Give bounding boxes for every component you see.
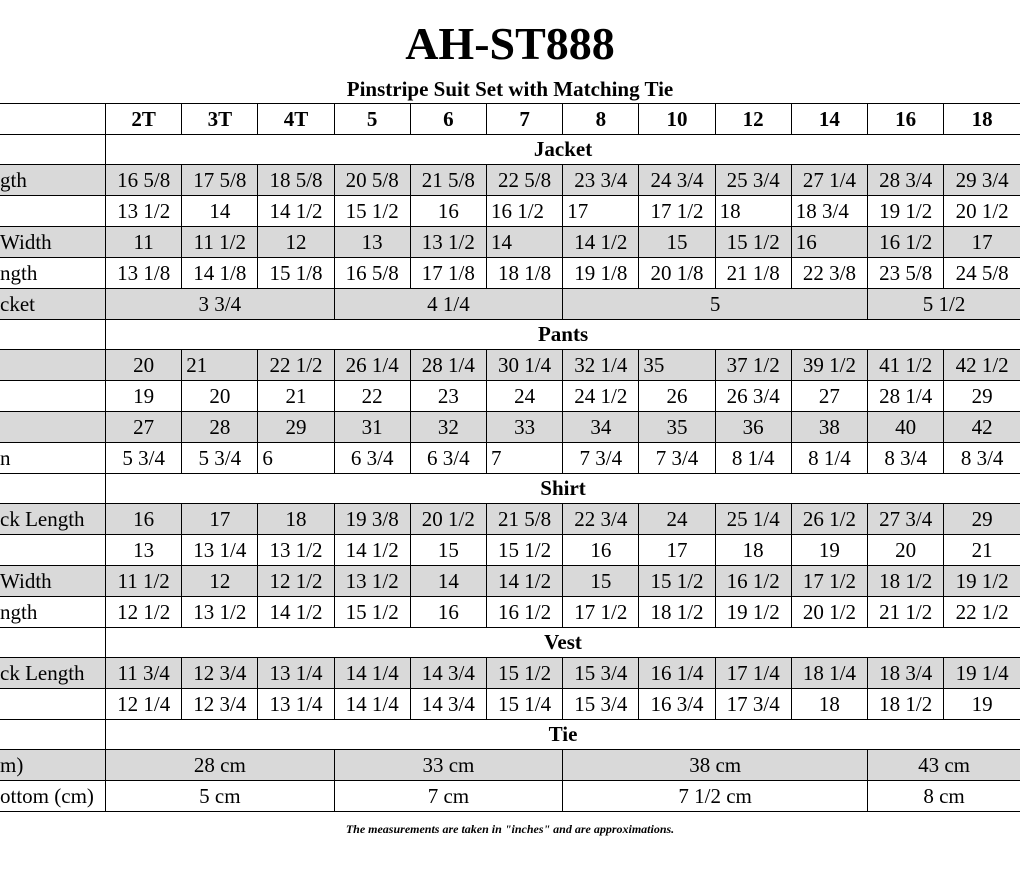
size-cell: 20: [868, 535, 944, 566]
size-cell: 19 1/2: [944, 566, 1020, 597]
size-cell: 15 3/4: [563, 658, 639, 689]
section-label-spacer: [0, 720, 106, 750]
size-cell: 18 1/2: [639, 597, 715, 628]
size-cell: 16 5/8: [106, 165, 182, 196]
row-label-text: ngth: [0, 599, 38, 624]
row-label-text: gth: [0, 167, 27, 192]
size-cell: 6: [258, 443, 334, 474]
size-cell: 12 1/4: [106, 689, 182, 720]
row-label: [0, 750, 106, 781]
size-cell: 23: [410, 381, 486, 412]
product-subtitle: Pinstripe Suit Set with Matching Tie: [346, 77, 674, 101]
row-label: [0, 566, 106, 597]
size-cell: 18 1/2: [868, 689, 944, 720]
size-cell: 12 3/4: [182, 689, 258, 720]
size-cell: 27 1/4: [791, 165, 867, 196]
size-cell: 11 1/2: [106, 566, 182, 597]
size-cell: 13 1/2: [410, 227, 486, 258]
size-cell: 16 1/2: [486, 597, 562, 628]
size-cell: 27 3/4: [868, 504, 944, 535]
size-cell: 24 1/2: [563, 381, 639, 412]
size-cell: 14 1/4: [334, 658, 410, 689]
size-cell: 5 3/4: [106, 443, 182, 474]
size-cell: 12 1/2: [106, 597, 182, 628]
row-label-text: m): [0, 752, 24, 777]
size-cell: 15 1/2: [486, 535, 562, 566]
table-row: [0, 381, 1020, 412]
size-header-cell: 5: [334, 104, 410, 135]
size-cell: 39 1/2: [791, 350, 867, 381]
size-header-cell: 12: [715, 104, 791, 135]
size-cell: 15 1/2: [715, 227, 791, 258]
section-label-spacer: [0, 474, 106, 504]
size-cell: 6 3/4: [410, 443, 486, 474]
size-cell: 26 1/4: [334, 350, 410, 381]
size-cell: 28 3/4: [868, 165, 944, 196]
section-title: Pants: [106, 320, 1020, 350]
grouped-size-cell: 7 cm: [334, 781, 563, 812]
size-cell: 19 3/8: [334, 504, 410, 535]
size-cell: 12 3/4: [182, 658, 258, 689]
size-cell: 24 3/4: [639, 165, 715, 196]
table-row: [0, 350, 1020, 381]
size-cell: 24: [639, 504, 715, 535]
size-cell: 12: [258, 227, 334, 258]
size-header-cell: 2T: [106, 104, 182, 135]
size-cell: 16 1/2: [486, 196, 562, 227]
header-label-spacer: [0, 104, 106, 135]
product-code-title: AH-ST888: [405, 18, 615, 69]
grouped-size-cell: 5 1/2: [868, 289, 1020, 320]
size-cell: 22 5/8: [486, 165, 562, 196]
size-cell: 8 3/4: [868, 443, 944, 474]
size-cell: 34: [563, 412, 639, 443]
grouped-size-cell: 4 1/4: [334, 289, 563, 320]
row-label-text: Width: [0, 229, 52, 254]
size-cell: 21: [182, 350, 258, 381]
size-cell: 12: [182, 566, 258, 597]
table-row: [0, 258, 1020, 289]
size-cell: 20 1/2: [944, 196, 1020, 227]
grouped-size-cell: 43 cm: [868, 750, 1020, 781]
size-cell: 18: [258, 504, 334, 535]
size-cell: 18 1/2: [868, 566, 944, 597]
size-cell: 29: [258, 412, 334, 443]
size-cell: 36: [715, 412, 791, 443]
size-cell: 21 5/8: [486, 504, 562, 535]
size-cell: 14 3/4: [410, 689, 486, 720]
row-label-text: Width: [0, 568, 52, 593]
size-cell: 14 1/8: [182, 258, 258, 289]
table-row: [0, 689, 1020, 720]
size-cell: 7 3/4: [563, 443, 639, 474]
section-label-spacer: [0, 628, 106, 658]
size-cell: 8 1/4: [715, 443, 791, 474]
size-cell: 20: [106, 350, 182, 381]
size-cell: 29: [944, 381, 1020, 412]
size-cell: 19 1/2: [715, 597, 791, 628]
size-cell: 18 3/4: [868, 658, 944, 689]
size-cell: 5 3/4: [182, 443, 258, 474]
table-row: [0, 227, 1020, 258]
size-cell: 20: [182, 381, 258, 412]
size-cell: 15 1/2: [639, 566, 715, 597]
size-cell: 35: [639, 412, 715, 443]
table-row: [0, 750, 1020, 781]
grouped-size-cell: 8 cm: [868, 781, 1020, 812]
size-cell: 17 5/8: [182, 165, 258, 196]
size-cell: 20 1/8: [639, 258, 715, 289]
size-cell: 19: [791, 535, 867, 566]
row-label: [0, 381, 106, 412]
grouped-size-cell: 28 cm: [106, 750, 335, 781]
row-label: [0, 350, 106, 381]
size-header-cell: 10: [639, 104, 715, 135]
size-cell: 13 1/4: [258, 689, 334, 720]
size-cell: 23 3/4: [563, 165, 639, 196]
size-cell: 15: [639, 227, 715, 258]
size-cell: 15 1/4: [486, 689, 562, 720]
row-label: [0, 165, 106, 196]
row-label-text: ngth: [0, 260, 38, 285]
size-chart-table: [0, 103, 1020, 812]
size-cell: 17 3/4: [715, 689, 791, 720]
size-cell: 16 1/2: [868, 227, 944, 258]
size-cell: 16: [410, 597, 486, 628]
measurement-footnote: The measurements are taken in "inches" and are approximations.: [345, 822, 675, 836]
size-header-cell: 6: [410, 104, 486, 135]
size-cell: 22 3/4: [563, 504, 639, 535]
size-cell: 13 1/2: [334, 566, 410, 597]
size-cell: 24 5/8: [944, 258, 1020, 289]
size-header-cell: 3T: [182, 104, 258, 135]
table-row: [0, 566, 1020, 597]
grouped-size-cell: 7 1/2 cm: [563, 781, 868, 812]
size-cell: 23 5/8: [868, 258, 944, 289]
table-row: [0, 289, 1020, 320]
size-cell: 13 1/2: [258, 535, 334, 566]
size-cell: 6 3/4: [334, 443, 410, 474]
grouped-size-cell: 5 cm: [106, 781, 335, 812]
row-label: [0, 196, 106, 227]
size-cell: 26 1/2: [791, 504, 867, 535]
section-title: Tie: [106, 720, 1020, 750]
size-cell: 40: [868, 412, 944, 443]
table-row: [0, 597, 1020, 628]
size-cell: 18: [715, 535, 791, 566]
size-cell: 29: [944, 504, 1020, 535]
size-cell: 22 3/8: [791, 258, 867, 289]
size-cell: 25 3/4: [715, 165, 791, 196]
section-header-vest: [0, 628, 1020, 658]
size-cell: 35: [639, 350, 715, 381]
size-cell: 13 1/4: [258, 658, 334, 689]
size-cell: 22: [334, 381, 410, 412]
size-cell: 7: [486, 443, 562, 474]
row-label: [0, 289, 106, 320]
size-cell: 21 1/8: [715, 258, 791, 289]
size-cell: 20 1/2: [791, 597, 867, 628]
size-header-cell: 18: [944, 104, 1020, 135]
size-header-cell: 8: [563, 104, 639, 135]
size-cell: 15 1/2: [334, 196, 410, 227]
size-header-cell: 7: [486, 104, 562, 135]
size-cell: 16 1/4: [639, 658, 715, 689]
size-cell: 15 1/2: [334, 597, 410, 628]
size-cell: 14: [410, 566, 486, 597]
size-cell: 18: [791, 689, 867, 720]
size-cell: 38: [791, 412, 867, 443]
size-cell: 19: [944, 689, 1020, 720]
size-cell: 11 1/2: [182, 227, 258, 258]
size-cell: 13: [334, 227, 410, 258]
size-cell: 11: [106, 227, 182, 258]
table-row: [0, 443, 1020, 474]
size-cell: 18 1/8: [486, 258, 562, 289]
size-cell: 15 3/4: [563, 689, 639, 720]
section-title: Jacket: [106, 135, 1020, 165]
size-cell: 14: [486, 227, 562, 258]
size-cell: 19 1/8: [563, 258, 639, 289]
size-cell: 30 1/4: [486, 350, 562, 381]
size-cell: 19: [106, 381, 182, 412]
size-header-cell: 14: [791, 104, 867, 135]
row-label-text: cket: [0, 291, 35, 316]
table-row: [0, 658, 1020, 689]
size-cell: 16: [106, 504, 182, 535]
size-cell: 27: [106, 412, 182, 443]
size-cell: 22 1/2: [944, 597, 1020, 628]
size-cell: 18 5/8: [258, 165, 334, 196]
row-label: [0, 258, 106, 289]
size-cell: 42: [944, 412, 1020, 443]
row-label-text: ck Length: [0, 660, 85, 685]
size-cell: 17 1/2: [791, 566, 867, 597]
table-row: [0, 535, 1020, 566]
size-cell: 16: [410, 196, 486, 227]
size-cell: 8 1/4: [791, 443, 867, 474]
size-chart-body: [0, 104, 1020, 812]
table-row: [0, 781, 1020, 812]
section-header-jacket: [0, 135, 1020, 165]
size-cell: 25 1/4: [715, 504, 791, 535]
size-cell: 15 1/2: [486, 658, 562, 689]
row-label: [0, 443, 106, 474]
size-cell: 7 3/4: [639, 443, 715, 474]
size-cell: 17: [639, 535, 715, 566]
size-cell: 21: [258, 381, 334, 412]
size-cell: 14 1/4: [334, 689, 410, 720]
table-row: [0, 412, 1020, 443]
size-cell: 31: [334, 412, 410, 443]
size-cell: 18 3/4: [791, 196, 867, 227]
row-label-text: ottom (cm): [0, 783, 94, 808]
size-cell: 17: [944, 227, 1020, 258]
table-row: [0, 504, 1020, 535]
size-cell: 17 1/8: [410, 258, 486, 289]
size-cell: 17 1/2: [639, 196, 715, 227]
size-cell: 19 1/2: [868, 196, 944, 227]
size-cell: 19 1/4: [944, 658, 1020, 689]
size-cell: 8 3/4: [944, 443, 1020, 474]
size-header-cell: 16: [868, 104, 944, 135]
section-label-spacer: [0, 320, 106, 350]
row-label: [0, 535, 106, 566]
size-cell: 21 1/2: [868, 597, 944, 628]
size-cell: 33: [486, 412, 562, 443]
size-cell: 14 1/2: [258, 597, 334, 628]
size-cell: 42 1/2: [944, 350, 1020, 381]
section-label-spacer: [0, 135, 106, 165]
table-row: [0, 196, 1020, 227]
row-label-text: n: [0, 445, 11, 470]
size-cell: 13 1/4: [182, 535, 258, 566]
size-cell: 16 1/2: [715, 566, 791, 597]
row-label: [0, 412, 106, 443]
grouped-size-cell: 3 3/4: [106, 289, 335, 320]
size-header-cell: 4T: [258, 104, 334, 135]
grouped-size-cell: 5: [563, 289, 868, 320]
size-cell: 32: [410, 412, 486, 443]
size-cell: 15: [410, 535, 486, 566]
row-label-text: ck Length: [0, 506, 85, 531]
section-title: Shirt: [106, 474, 1020, 504]
size-cell: 41 1/2: [868, 350, 944, 381]
size-cell: 17 1/4: [715, 658, 791, 689]
grouped-size-cell: 38 cm: [563, 750, 868, 781]
size-header-row: [0, 104, 1020, 135]
section-header-tie: [0, 720, 1020, 750]
size-cell: 14 1/2: [258, 196, 334, 227]
size-cell: 14: [182, 196, 258, 227]
size-cell: 32 1/4: [563, 350, 639, 381]
row-label: [0, 504, 106, 535]
size-cell: 15 1/8: [258, 258, 334, 289]
size-cell: 17: [563, 196, 639, 227]
size-cell: 13: [106, 535, 182, 566]
size-cell: 24: [486, 381, 562, 412]
size-cell: 15: [563, 566, 639, 597]
size-cell: 29 3/4: [944, 165, 1020, 196]
size-cell: 11 3/4: [106, 658, 182, 689]
size-cell: 14 1/2: [334, 535, 410, 566]
section-header-shirt: [0, 474, 1020, 504]
size-cell: 20 5/8: [334, 165, 410, 196]
size-cell: 28 1/4: [868, 381, 944, 412]
size-cell: 13 1/2: [106, 196, 182, 227]
row-label: [0, 689, 106, 720]
size-cell: 14 1/2: [563, 227, 639, 258]
row-label: [0, 658, 106, 689]
size-cell: 27: [791, 381, 867, 412]
size-cell: 13 1/8: [106, 258, 182, 289]
size-cell: 37 1/2: [715, 350, 791, 381]
size-cell: 21 5/8: [410, 165, 486, 196]
row-label: [0, 781, 106, 812]
size-cell: 16: [791, 227, 867, 258]
size-cell: 22 1/2: [258, 350, 334, 381]
section-title: Vest: [106, 628, 1020, 658]
size-cell: 16 5/8: [334, 258, 410, 289]
table-row: [0, 165, 1020, 196]
size-cell: 20 1/2: [410, 504, 486, 535]
section-header-pants: [0, 320, 1020, 350]
size-cell: 21: [944, 535, 1020, 566]
size-cell: 17: [182, 504, 258, 535]
size-cell: 16 3/4: [639, 689, 715, 720]
size-cell: 18 1/4: [791, 658, 867, 689]
size-cell: 26: [639, 381, 715, 412]
size-cell: 13 1/2: [182, 597, 258, 628]
grouped-size-cell: 33 cm: [334, 750, 563, 781]
row-label: [0, 227, 106, 258]
size-cell: 28: [182, 412, 258, 443]
size-cell: 14 1/2: [486, 566, 562, 597]
size-cell: 16: [563, 535, 639, 566]
size-cell: 26 3/4: [715, 381, 791, 412]
size-cell: 12 1/2: [258, 566, 334, 597]
size-cell: 28 1/4: [410, 350, 486, 381]
row-label: [0, 597, 106, 628]
size-cell: 18: [715, 196, 791, 227]
size-cell: 14 3/4: [410, 658, 486, 689]
size-cell: 17 1/2: [563, 597, 639, 628]
